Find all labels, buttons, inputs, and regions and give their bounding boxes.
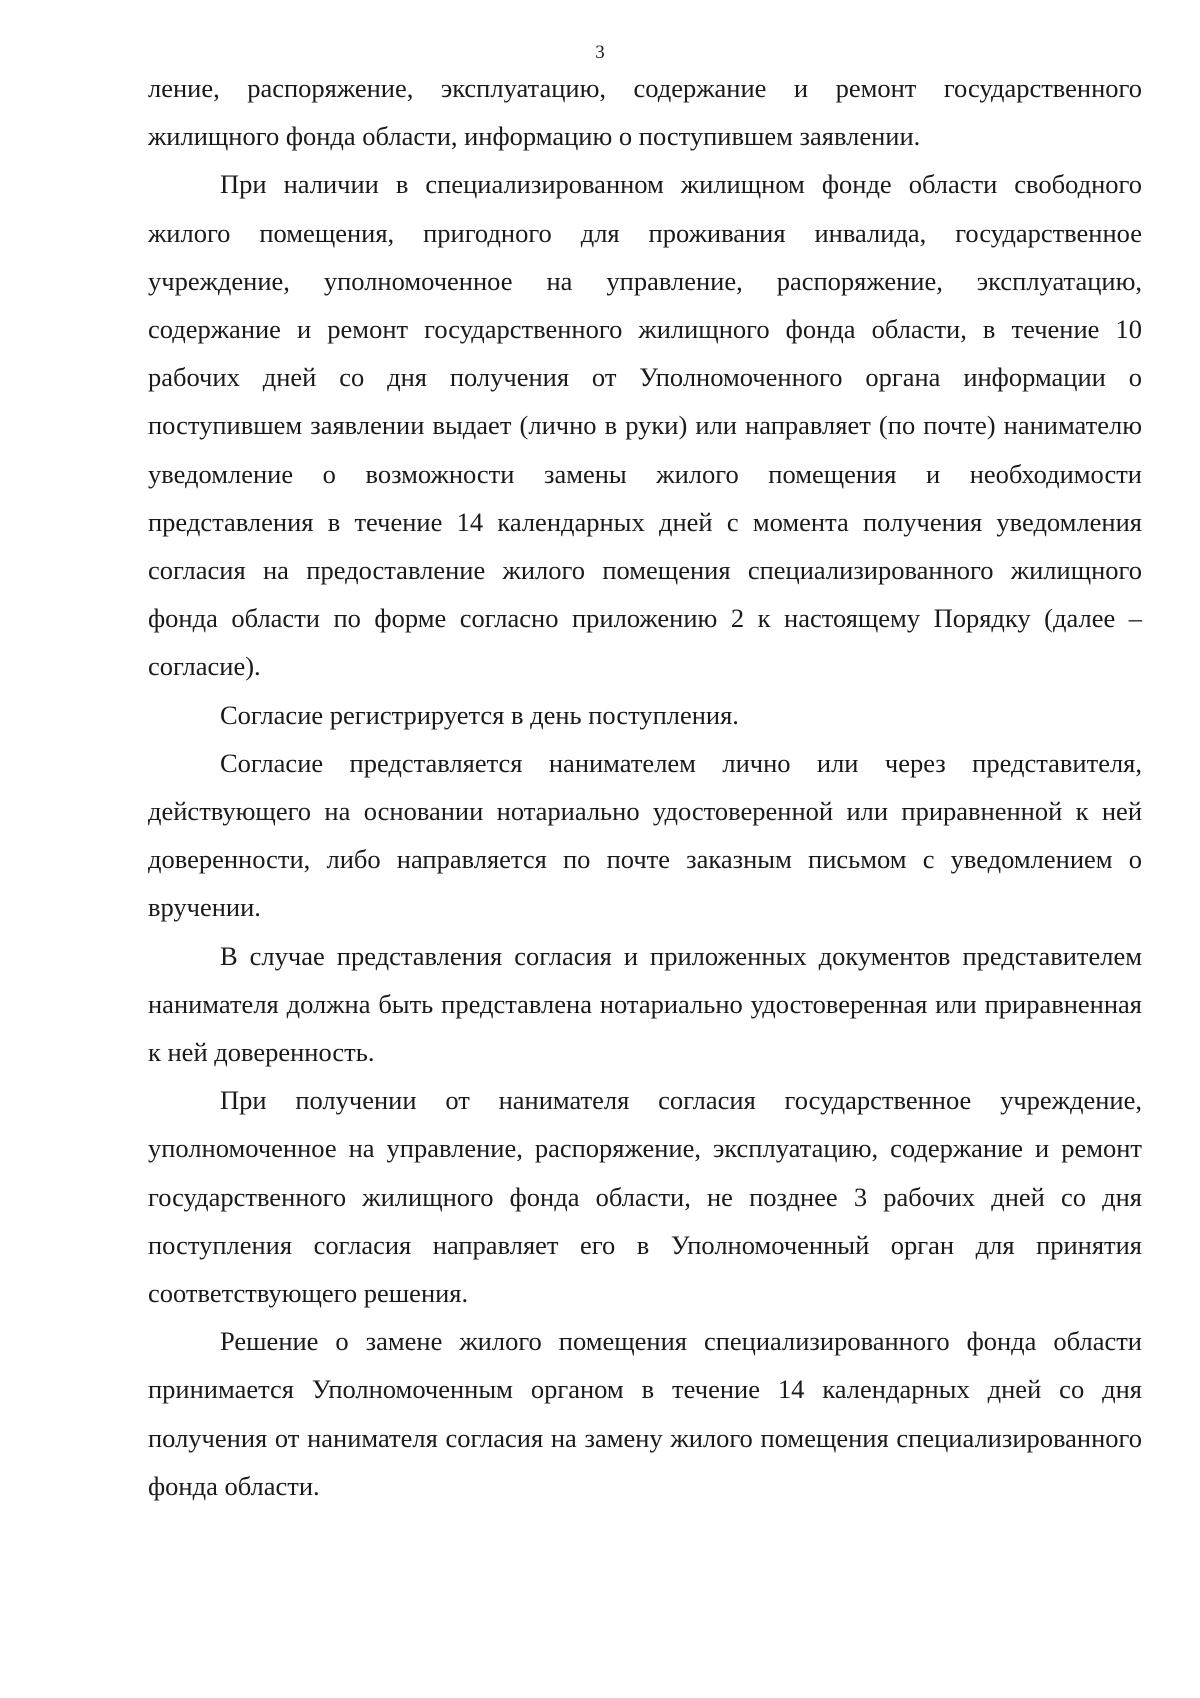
paragraph-receipt-of-consent: При получении от нанимателя согласия государственное учреждение, уполномоченное на управление, распоряжение, эксплуатацию, содержание и ремонт государственного жилищного фонда области, не позднее 3 рабочих дней со дня поступления согласия направляет его в Уполномоченный орган для принятия соответствующего решения. xyxy=(148,1085,1142,1309)
paragraph-replacement-decision: Решение о замене жилого помещения специализированного фонда области принимается Уполномоченным органом в течение 14 календарных дней со дня получения от нанимателя согласия на замену жилого помещения специализированного фонда области. xyxy=(148,1326,1142,1501)
paragraph-representative: В случае представления согласия и приложенных документов представителем нанимателя должна быть представлена нотариально удостоверенная или приравненная к ней доверенность. xyxy=(148,940,1142,1068)
paragraph-continuation: ление, распоряжение, эксплуатацию, содержание и ремонт государственного жилищного фонда области, информацию о поступившем заявлении. xyxy=(148,73,1142,152)
paragraph-consent-registration: Согласие регистрируется в день поступления. xyxy=(220,699,739,730)
paragraph-vacant-housing: При наличии в специализированном жилищном фонде области свободного жилого помещения, пригодного для проживания инвалида, государственное учреждение, уполномоченное на управление, распоряжение, эксплуатацию, содержание и ремонт государственного жилищного фонда области, в течение 10 рабочих дней со дня получения от Уполномоченного органа информации о поступившем заявлении выдает (лично в руки) или направляет (по почте) нанимателю уведомление о возможности замены жилого помещения и необходимости представления в течение 14 календарных дней с момента получения уведомления согласия на предоставление жилого помещения специализированного жилищного фонда области по форме согласно приложению 2 к настоящему Порядку (далее – согласие). xyxy=(148,169,1142,682)
paragraph-consent-submission: Согласие представляется нанимателем лично или через представителя, действующего на основании нотариально удостоверенной или приравненной к ней доверенности, либо направляется по почте заказным письмом с уведомлением о вручении. xyxy=(148,747,1142,923)
document-body xyxy=(148,64,1142,1510)
page-number: 3 xyxy=(595,42,605,63)
